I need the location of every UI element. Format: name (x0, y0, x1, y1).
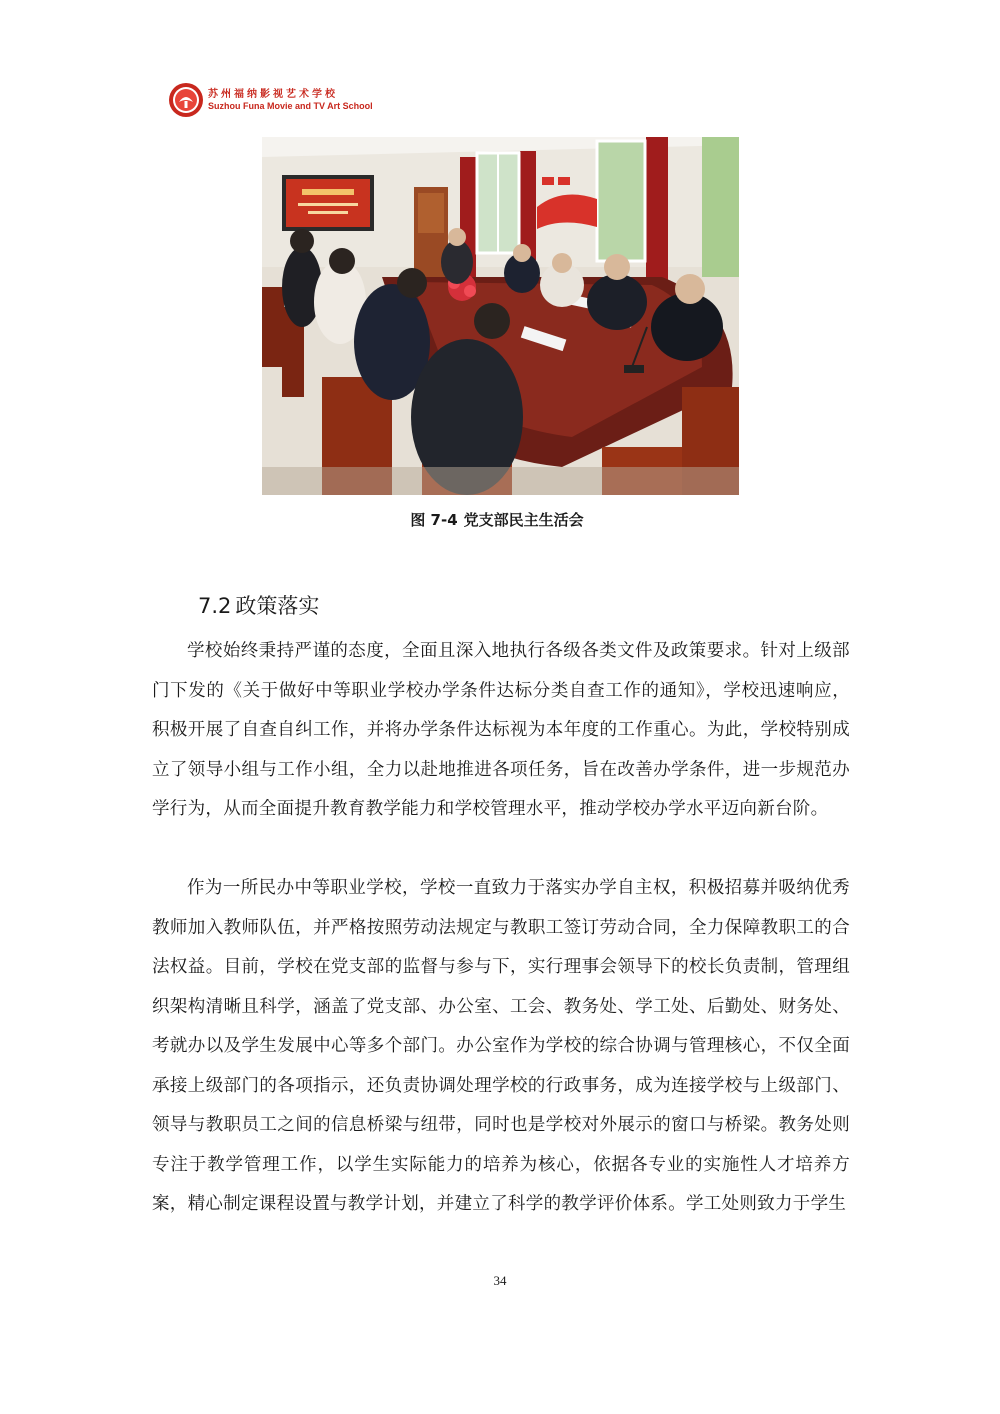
school-logo-icon (168, 82, 204, 118)
page-number: 34 (493, 1273, 507, 1288)
paragraph-text: 作为一所民办中等职业学校，学校一直致力于落实办学自主权，积极招募并吸纳优秀教师加入教师队伍，并严格按照劳动法规定与教职工签订劳动合同，全力保障教职工的合法权益。目前，学校在党支部的监督与参与下，实行理事会领导下的校长负责制，管理组织架构清晰且科学，涵盖了党支部、办公室、工会、教务处、学工处、后勤处、财务处、考就办以及学生发展中心等多个部门。办公室作为学校的综合协调与管理核心，不仅全面承接上级部门的各项指示，还负责协调处理学校的行政事务，成为连接学校与上级部门、领导与教职员工之间的信息桥梁与纽带，同时也是学校对外展示的窗口与桥梁。教务处则专注于教学管理工作，以学生实际能力的培养为核心，依据各专业的实施性人才培养方案，精心制定课程设置与教学计划，并建立了科学的教学评价体系。学工处则致力于学生 (152, 878, 850, 1214)
school-header (168, 80, 373, 120)
section-heading (198, 590, 323, 620)
school-name-cn: 苏州福纳影视艺术学校 (208, 88, 338, 100)
section-number: 7.2 (198, 594, 232, 618)
figure-caption (0, 509, 1000, 530)
body-paragraph-1 (152, 632, 850, 830)
figure-caption-text: 党支部民主生活会 (463, 511, 584, 529)
figure-number: 图 7-4 (410, 511, 458, 529)
meeting-photo (262, 137, 739, 495)
section-title-text: 政策落实 (235, 594, 320, 618)
paragraph-text: 学校始终秉持严谨的态度，全面且深入地执行各级各类文件及政策要求。针对上级部门下发的《关于做好中等职业学校办学条件达标分类自查工作的通知》，学校迅速响应，积极开展了自查自纠工作，并将办学条件达标视为本年度的工作重心。为此，学校特别成立了领导小组与工作小组，全力以赴地推进各项任务，旨在改善办学条件，进一步规范办学行为，从而全面提升教育教学能力和学校管理水平，推动学校办学水平迈向新台阶。 (152, 641, 850, 819)
school-name-en: Suzhou Funa Movie and TV Art School (208, 100, 373, 111)
body-paragraph-2 (152, 869, 850, 1225)
